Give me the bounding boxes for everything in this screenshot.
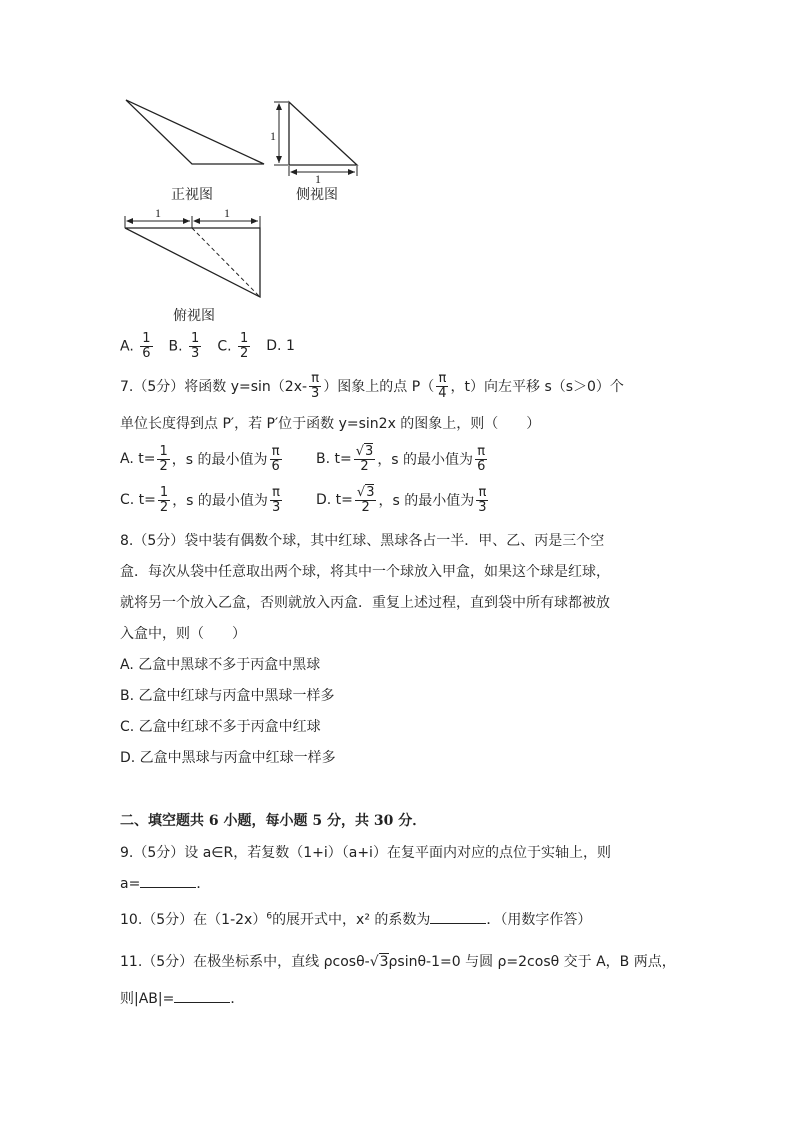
- q9-stem-line1: 9.（5分）设 a∈R，若复数（1+i）（a+i）在复平面内对应的点位于实轴上，则: [120, 845, 611, 861]
- q6-option-a: A. $\frac{1}{6}$: [120, 330, 151, 361]
- q8-option-b: B. 乙盒中红球与丙盒中黑球一样多: [120, 688, 335, 704]
- top-dim-label-left: 1: [155, 206, 161, 220]
- side-width-label: 1: [315, 172, 321, 186]
- side-view-caption: 侧视图: [296, 187, 338, 203]
- fraction: $\frac{√3}{2}$: [356, 484, 375, 515]
- q8-stem-line1: 8.（5分）袋中装有偶数个球，其中红球、黑球各占一半．甲、乙、丙是三个空: [120, 533, 605, 549]
- q7-option-b: B. t= $\frac{√3}{2}$ ，s 的最小值为 $\frac{\pi}{6}$: [316, 443, 486, 474]
- top-dim-label-right: 1: [224, 206, 230, 220]
- side-view-triangle: [289, 102, 357, 165]
- fraction: $\frac{\pi}{6}$: [271, 443, 280, 474]
- q6-options: [120, 328, 295, 364]
- front-view-caption: 正视图: [171, 187, 213, 203]
- top-view-caption: 俯视图: [173, 308, 215, 324]
- q7-option-c: C. t= $\frac{1}{2}$ ，s 的最小值为 $\frac{\pi}{3}$: [120, 484, 281, 515]
- fraction: $\frac{\pi}{3}$: [271, 484, 281, 515]
- fraction: $\frac{\pi}{3}$: [311, 370, 320, 401]
- three-view-figure: [0, 0, 794, 340]
- answer-blank[interactable]: [174, 990, 230, 1003]
- q8-stem-line4: 入盒中，则（ ）: [120, 626, 246, 642]
- answer-blank[interactable]: [140, 875, 196, 888]
- section-heading: 二、填空题共 6 小题，每小题 5 分，共 30 分．: [120, 813, 427, 829]
- fraction: $\frac{1}{2}$: [240, 330, 249, 361]
- fraction: $\frac{\pi}{4}$: [438, 370, 447, 401]
- side-height-label: 1: [270, 129, 276, 143]
- q8-stem-line3: 就将另一个放入乙盒，否则就放入丙盒．重复上述过程，直到袋中所有球都被放: [120, 595, 610, 611]
- fraction: $\frac{\pi}{3}$: [478, 484, 487, 515]
- fraction: $\frac{√3}{2}$: [355, 443, 374, 474]
- fraction: $\frac{1}{6}$: [142, 330, 151, 361]
- q7-stem-line1: 7.（5分）将函数 y=sin（2x- $\frac{\pi}{3}$ ）图象上的点 P（ $\frac{\pi}{4}$ ，t）向左平移 s（s＞0）个: [120, 370, 624, 401]
- q9-stem-line2: a= ．: [120, 876, 211, 892]
- top-view-triangle: [125, 228, 260, 297]
- q8-option-d: D. 乙盒中黑球与丙盒中红球一样多: [120, 750, 336, 766]
- q7-stem-line2: 单位长度得到点 P′，若 P′位于函数 y=sin2x 的图象上，则（ ）: [120, 416, 541, 432]
- q11-stem-line1: 11.（5分）在极坐标系中，直线 ρcosθ-√3ρsinθ-1=0 与圆 ρ=2cosθ 交于 A，B 两点，: [120, 954, 676, 970]
- q8-stem-line2: 盒．每次从袋中任意取出两个球，将其中一个球放入甲盒，如果这个球是红球，: [120, 564, 610, 580]
- q7-option-d: D. t= $\frac{√3}{2}$ ，s 的最小值为 $\frac{\pi}{3}$: [316, 484, 487, 515]
- q8-option-c: C. 乙盒中红球不多于丙盒中红球: [120, 719, 321, 735]
- q10-stem: 10.（5分）在$(1-2x)^6$的展开式中，x² 的系数为 ．（用数字作答）: [120, 911, 592, 928]
- q6-option-b: B. $\frac{1}{3}$: [168, 330, 200, 361]
- q8-option-a: A. 乙盒中黑球不多于丙盒中黑球: [120, 657, 321, 673]
- fraction: $\frac{1}{2}$: [159, 484, 169, 515]
- q6-option-c: C. $\frac{1}{2}$: [217, 330, 249, 361]
- answer-blank[interactable]: [430, 911, 486, 924]
- q7-option-a: A. t= $\frac{1}{2}$ ，s 的最小值为 $\frac{\pi}{6}$: [120, 443, 280, 474]
- fraction: $\frac{1}{2}$: [159, 443, 168, 474]
- top-view-hidden-edge: [192, 228, 260, 297]
- front-view-triangle: [126, 100, 264, 164]
- fraction: $\frac{1}{3}$: [191, 330, 200, 361]
- fraction: $\frac{\pi}{6}$: [477, 443, 486, 474]
- q6-option-d: D. 1: [266, 338, 295, 354]
- q11-stem-line2: 则|AB|= ．: [120, 991, 245, 1007]
